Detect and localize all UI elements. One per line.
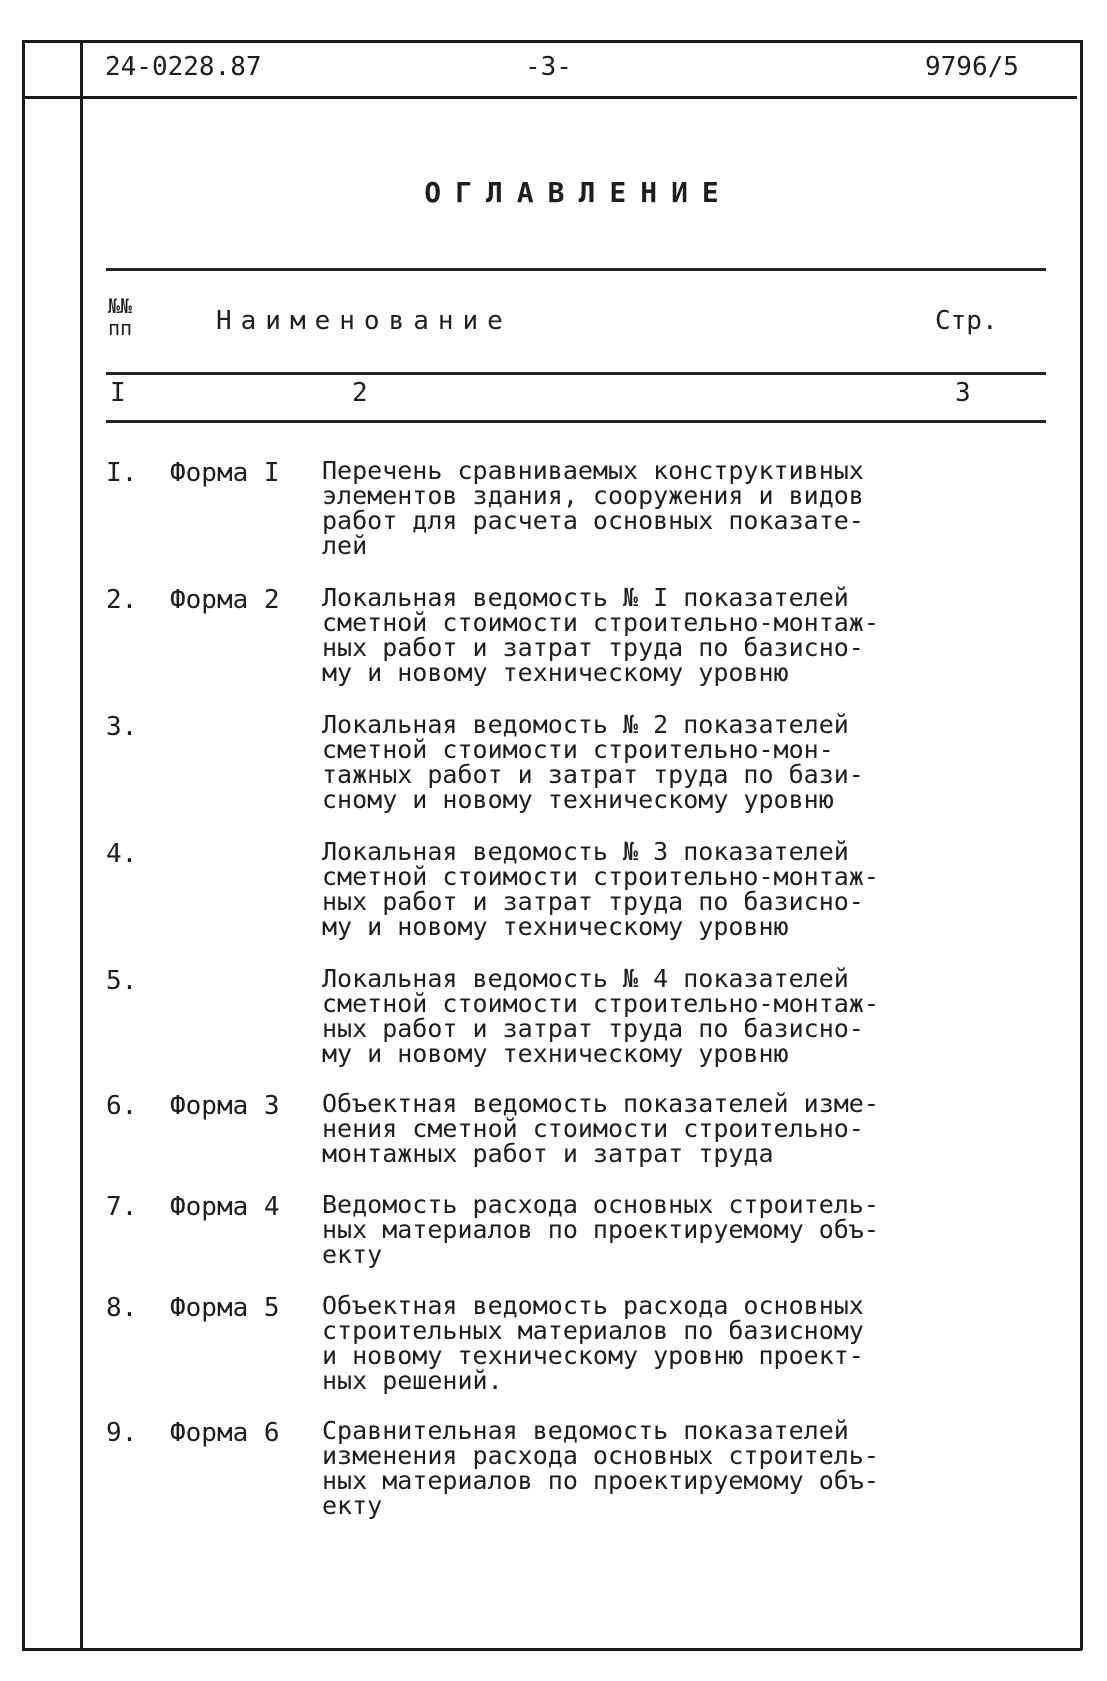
row-number: 7. <box>106 1192 138 1222</box>
row-title: Перечень сравниваемых конструктивных элементов здания, сооружения и видов работ для расчета основных показате- лей <box>322 456 864 560</box>
row-form: Форма 6 <box>170 1418 280 1448</box>
column-index-1: I <box>110 378 126 408</box>
table-header-rule <box>106 372 1046 375</box>
row-form: Форма I <box>170 458 280 488</box>
column-header-name: Наименование <box>216 306 512 336</box>
row-title: Локальная ведомость № 4 показателей сметной стоимости строительно-монтаж- ных работ и затрат труда по базисно- му и новому техническому уровню <box>322 964 879 1068</box>
column-header-page: Стр. <box>935 306 998 336</box>
column-header-number: №№ пп <box>108 294 133 340</box>
row-number: 5. <box>106 966 138 996</box>
column-index-3: 3 <box>955 378 971 408</box>
row-form: Форма 5 <box>170 1293 280 1323</box>
row-number: 6. <box>106 1091 138 1121</box>
row-title: Локальная ведомость № 3 показателей сметной стоимости строительно-монтаж- ных работ и затрат труда по базисно- му и новому техническому уровню <box>322 837 879 941</box>
frame-right-line <box>1080 40 1083 1650</box>
row-title: Сравнительная ведомость показателей изменения расхода основных строитель- ных материалов по проектируемому объ- екту <box>322 1416 879 1520</box>
frame-top-line <box>22 40 1082 43</box>
frame-left-outer-line <box>22 40 25 1650</box>
page-number: -3- <box>525 52 572 82</box>
table-body-rule <box>106 420 1046 423</box>
row-title: Объектная ведомость расхода основных строительных материалов по базисному и новому техническому уровню проект- ных решений. <box>322 1291 864 1395</box>
frame-left-inner-line <box>80 40 83 1650</box>
row-title: Объектная ведомость показателей изме- нения сметной стоимости строительно- монтажных работ и затрат труда <box>322 1089 879 1168</box>
table-top-rule <box>106 268 1046 271</box>
page-title: ОГЛАВЛЕНИЕ <box>424 176 733 209</box>
row-number: 9. <box>106 1418 138 1448</box>
row-title: Ведомость расхода основных строитель- ных материалов по проектируемому объ- екту <box>322 1190 879 1269</box>
frame-header-line <box>22 96 1077 99</box>
row-form: Форма 4 <box>170 1192 280 1222</box>
row-number: 2. <box>106 585 138 615</box>
row-number: 3. <box>106 712 138 742</box>
row-title: Локальная ведомость № 2 показателей сметной стоимости строительно-мон- тажных работ и затрат труда по бази- сному и новому техническому уровню <box>322 710 864 814</box>
row-form: Форма 2 <box>170 585 280 615</box>
row-form: Форма 3 <box>170 1091 280 1121</box>
column-index-2: 2 <box>352 378 368 408</box>
row-number: I. <box>106 458 138 488</box>
document-code: 24-0228.87 <box>105 52 262 82</box>
frame-bottom-line <box>22 1648 1082 1651</box>
row-number: 4. <box>106 839 138 869</box>
sheet-reference: 9796/5 <box>925 52 1019 82</box>
row-number: 8. <box>106 1293 138 1323</box>
row-title: Локальная ведомость № I показателей сметной стоимости строительно-монтаж- ных работ и затрат труда по базисно- му и новому техническому уровню <box>322 583 879 687</box>
